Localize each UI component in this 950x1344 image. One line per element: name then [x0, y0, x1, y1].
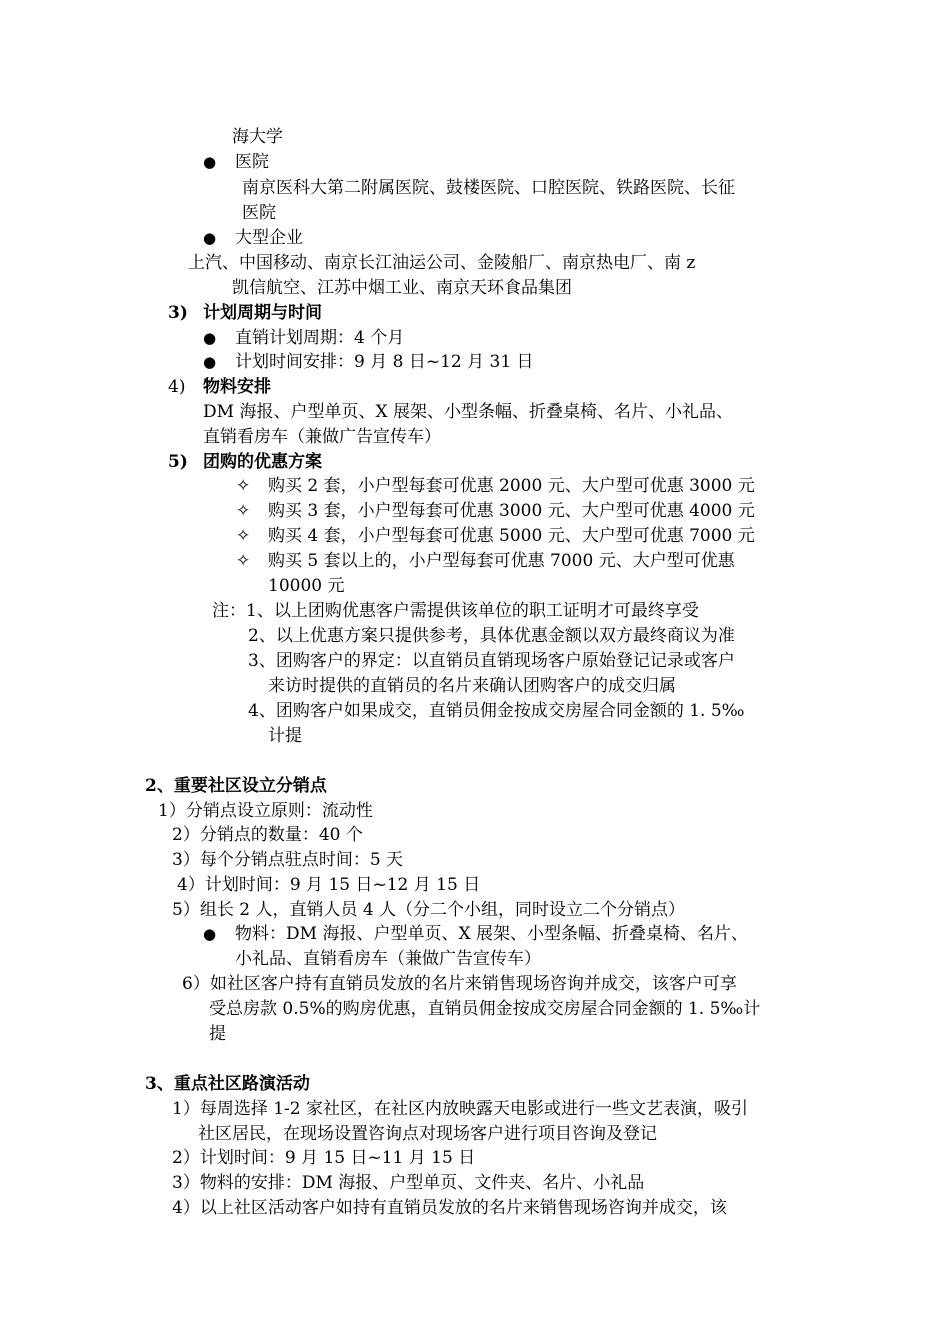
offer-item-cont: 10000 元	[268, 576, 345, 596]
period-heading: 计划周期与时间	[203, 303, 322, 323]
section2-item-3: 3）每个分销点驻点时间：5 天	[172, 850, 404, 870]
period-number: 3)	[168, 303, 188, 323]
enterprise-list-line2: 凯信航空、江苏中烟工业、南京天环食品集团	[232, 278, 572, 298]
diamond-bullet-icon: ✧	[236, 501, 251, 521]
enterprise-list-line1: 上汽、中国移动、南京长江油运公司、金陵船厂、南京热电厂、南 z	[188, 253, 696, 273]
bullet-icon: ●	[203, 353, 217, 371]
section2-item-5: 5）组长 2 人，直销人员 4 人（分二个小组，同时设立二个分销点）	[172, 900, 686, 920]
note-3-line1: 3、团购客户的界定：以直销员直销现场客户原始登记记录或客户	[248, 651, 735, 671]
section2-item-4: 4）计划时间：9 月 15 日~12 月 15 日	[177, 875, 481, 895]
diamond-bullet-icon: ✧	[236, 526, 251, 546]
enterprise-label: 大型企业	[235, 228, 303, 248]
materials-number: 4)	[168, 377, 186, 397]
section3-item-1-line1: 1）每周选择 1-2 家社区，在社区内放映露天电影或进行一些文艺表演，吸引	[172, 1099, 748, 1119]
materials-heading: 物料安排	[203, 377, 271, 397]
bullet-icon: ●	[203, 153, 217, 171]
section2-item-1: 1）分销点设立原则：流动性	[158, 801, 373, 821]
section2-item-6-line1: 6）如社区客户持有直销员发放的名片来销售现场咨询并成交，该客户可享	[182, 974, 737, 994]
bullet-icon: ●	[203, 925, 217, 943]
hospital-list-line1: 南京医科大第二附属医院、鼓楼医院、口腔医院、铁路医院、长征	[242, 178, 735, 198]
section2-item-2: 2）分销点的数量：40 个	[172, 825, 363, 845]
section3-item-4: 4）以上社区活动客户如持有直销员发放的名片来销售现场咨询并成交，该	[172, 1198, 727, 1218]
hospital-list-line2: 医院	[242, 203, 276, 223]
diamond-bullet-icon: ✧	[236, 476, 251, 496]
bullet-icon: ●	[203, 229, 217, 247]
note-2: 2、以上优惠方案只提供参考，具体优惠金额以双方最终商议为准	[248, 626, 735, 646]
note-4-line1: 4、团购客户如果成交，直销员佣金按成交房屋合同金额的 1. 5‰	[248, 701, 745, 721]
section3-item-3: 3）物料的安排：DM 海报、户型单页、文件夹、名片、小礼品	[172, 1173, 645, 1193]
materials-line2: 直销看房车（兼做广告宣传车）	[203, 427, 441, 447]
materials-line1: DM 海报、户型单页、X 展架、小型条幅、折叠桌椅、名片、小礼品、	[203, 402, 733, 422]
period-item-schedule: 计划时间安排：9 月 8 日~12 月 31 日	[235, 352, 534, 372]
offer-item: 购买 4 套，小户型每套可优惠 5000 元、大户型可优惠 7000 元	[268, 526, 755, 546]
section2-materials-line2: 小礼品、直销看房车（兼做广告宣传车）	[235, 949, 541, 969]
offer-item: 购买 3 套，小户型每套可优惠 3000 元、大户型可优惠 4000 元	[268, 501, 755, 521]
note-4-line2: 计提	[268, 726, 302, 746]
diamond-bullet-icon: ✧	[236, 551, 251, 571]
period-item-cycle: 直销计划周期：4 个月	[235, 328, 405, 348]
section3-item-1-line2: 社区居民，在现场设置咨询点对现场客户进行项目咨询及登记	[198, 1124, 657, 1144]
section2-item-6-line3: 提	[209, 1024, 226, 1044]
offer-item: 购买 2 套，小户型每套可优惠 2000 元、大户型可优惠 3000 元	[268, 476, 755, 496]
offer-item: 购买 5 套以上的，小户型每套可优惠 7000 元、大户型可优惠	[268, 551, 735, 571]
section3-item-2: 2）计划时间：9 月 15 日~11 月 15 日	[172, 1148, 476, 1168]
bullet-icon: ●	[203, 329, 217, 347]
section2-materials-line1: 物料：DM 海报、户型单页、X 展架、小型条幅、折叠桌椅、名片、	[235, 924, 748, 944]
section2-item-6-line2: 受总房款 0.5%的购房优惠，直销员佣金按成交房屋合同金额的 1. 5‰计	[209, 999, 761, 1019]
group-buy-number: 5)	[168, 452, 188, 472]
group-buy-heading: 团购的优惠方案	[203, 452, 322, 472]
section3-heading: 3、重点社区路演活动	[145, 1074, 310, 1094]
note-1: 注：1、以上团购优惠客户需提供该单位的职工证明才可最终享受	[212, 601, 699, 621]
hospital-label: 医院	[235, 152, 269, 172]
school-list-continuation: 海大学	[232, 127, 283, 147]
note-3-line2: 来访时提供的直销员的名片来确认团购客户的成交归属	[268, 676, 676, 696]
section2-heading: 2、重要社区设立分销点	[145, 776, 327, 796]
